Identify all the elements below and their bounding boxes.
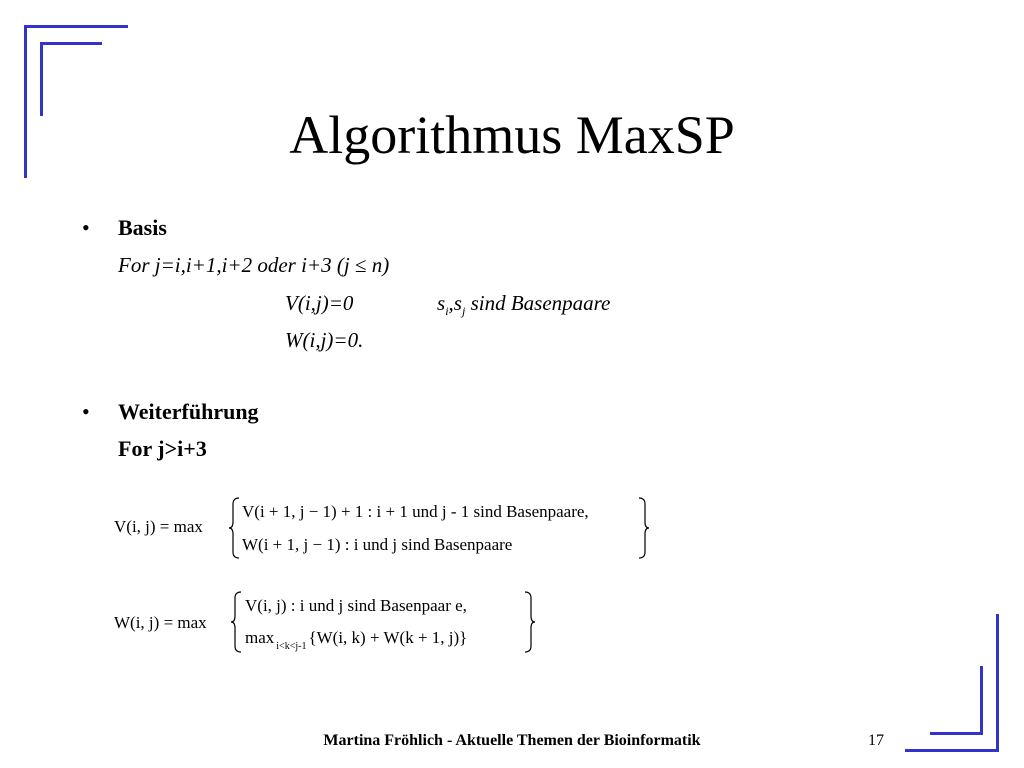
basis-condition-text: sind Basenpaare (470, 291, 611, 315)
formula-w-lhs: W(i, j) = max (114, 613, 207, 632)
basis-heading: Basis (118, 215, 167, 240)
slide-title: Algorithmus MaxSP (289, 105, 735, 165)
formula-v-case2: W(i + 1, j − 1) : i und j sind Basenpaare (242, 535, 513, 554)
bullet-basis: • (82, 215, 90, 240)
basis-v-line: V(i,j)=0 (285, 291, 354, 315)
formula-w-case2 (245, 628, 467, 651)
weiter-for-line: For j>i+3 (118, 436, 207, 461)
formula-w-left-brace (230, 591, 242, 653)
corner-top-left-inner-horizontal (40, 42, 102, 45)
basis-w-line: W(i,j)=0. (285, 328, 364, 352)
bullet-weiter: • (82, 399, 90, 424)
weiter-heading: Weiterführung (118, 399, 259, 424)
basis-for-line: For j=i,i+1,i+2 oder i+3 (j ≤ n) (118, 253, 390, 277)
formula-v-lhs: V(i, j) = max (114, 517, 203, 536)
formula-v-case1: V(i + 1, j − 1) + 1 : i + 1 und j - 1 sind Basenpaare, (242, 502, 589, 521)
formula-w-right-brace (524, 591, 536, 653)
formula-w-case2-expr: {W(i, k) + W(k + 1, j)} (308, 628, 468, 647)
formula-w-max-subscript: i<k<j-1 (276, 641, 307, 652)
slide-footer: Martina Fröhlich - Aktuelle Themen der Bioinformatik (323, 732, 701, 749)
formula-v-right-brace (638, 497, 650, 559)
page-number: 17 (868, 732, 884, 749)
formula-w-max: max (245, 628, 275, 647)
formula-w-case1: V(i, j) : i und j sind Basenpaar e, (245, 596, 467, 615)
formula-v-left-brace (228, 497, 240, 559)
corner-top-left-outer-horizontal (24, 25, 128, 28)
basis-condition: $s_i,s_j$ sind Basenpaare (437, 291, 611, 319)
corner-bottom-right-inner-vertical (980, 666, 983, 734)
